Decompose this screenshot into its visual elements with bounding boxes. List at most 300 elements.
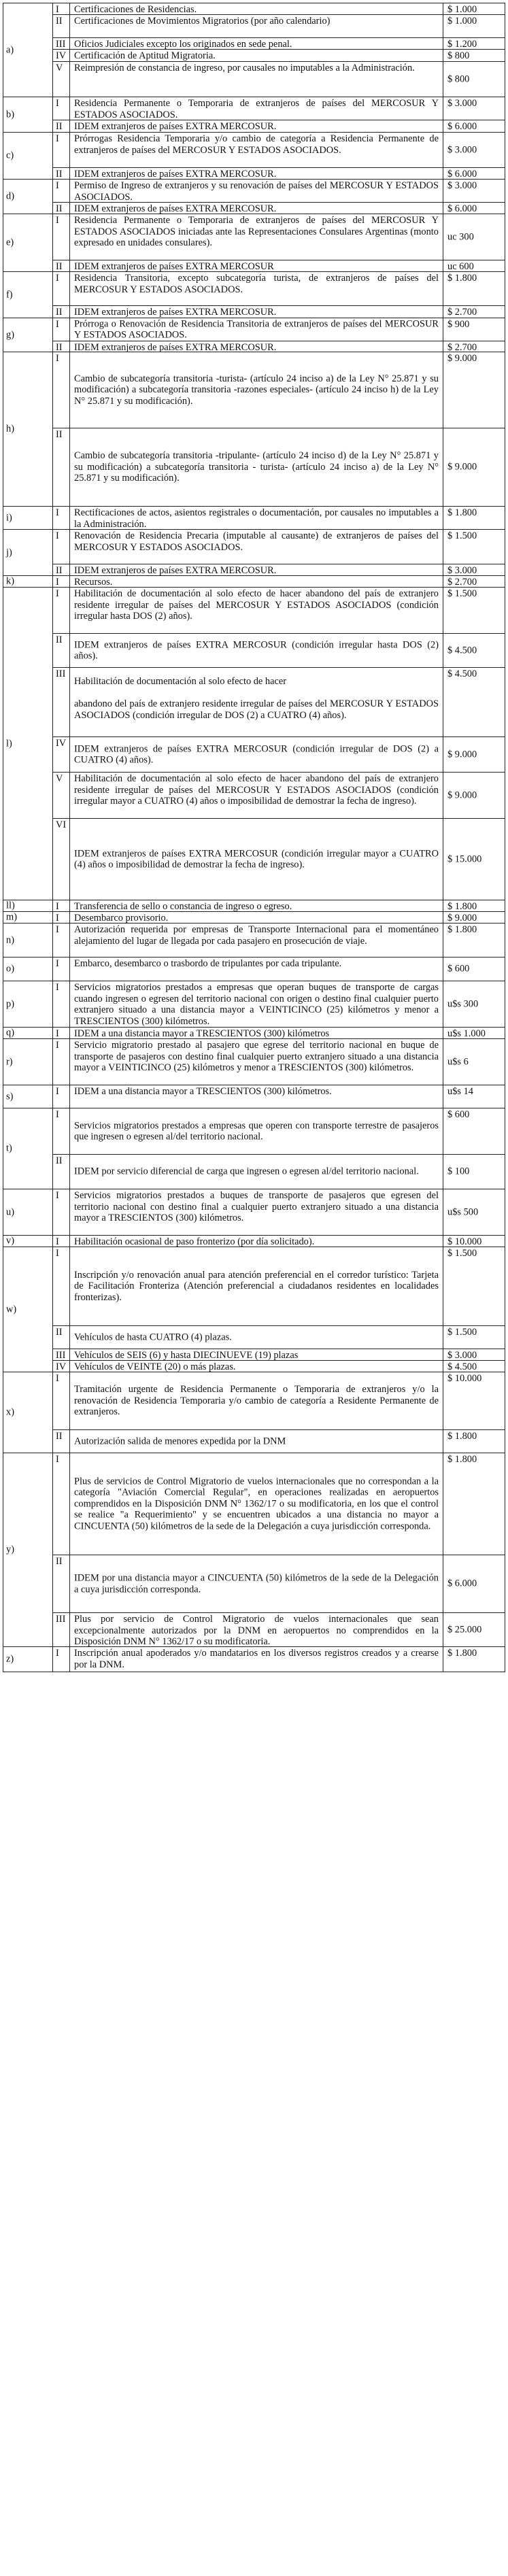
price-value: $ 3.000 xyxy=(447,180,477,191)
section-letter-cell xyxy=(3,1027,52,1038)
section-letter: c) xyxy=(6,150,14,161)
section-group xyxy=(3,923,52,957)
description-cell xyxy=(69,736,443,772)
section-letter-cell xyxy=(3,981,52,1027)
description-cell xyxy=(69,981,443,1027)
fee-row xyxy=(3,132,505,167)
item-number: III xyxy=(56,39,66,49)
description-cell xyxy=(69,633,443,667)
item-number: II xyxy=(56,203,63,214)
description-cell xyxy=(69,132,443,167)
item-number-cell xyxy=(52,900,69,911)
item-number: I xyxy=(56,98,59,109)
price-cell xyxy=(443,1108,505,1154)
item-number-cell xyxy=(52,202,69,214)
description-cell xyxy=(69,1027,443,1038)
price-cell xyxy=(443,911,505,923)
description-cell xyxy=(69,305,443,318)
price-value: $ 1.500 xyxy=(447,530,477,541)
description-cell xyxy=(69,575,443,587)
price-cell xyxy=(443,1360,505,1372)
description-cell xyxy=(69,1325,443,1349)
fee-row xyxy=(3,1108,505,1154)
section-letter-cell xyxy=(3,1235,52,1247)
description-text: IDEM extranjeros de países EXTRA MERCOSUR. xyxy=(74,307,277,318)
item-number-cell xyxy=(52,1555,69,1612)
item-number-cell xyxy=(52,37,69,49)
price-cell xyxy=(443,772,505,818)
section-letter: ll) xyxy=(6,900,15,911)
item-number: I xyxy=(56,273,59,284)
item-number: II xyxy=(56,261,63,271)
item-number-cell xyxy=(52,1189,69,1235)
section-group xyxy=(3,214,52,271)
price-value: $ 1.800 xyxy=(447,273,477,284)
item-number-cell xyxy=(52,271,69,305)
item-number-cell xyxy=(52,1154,69,1189)
section-group xyxy=(3,1027,52,1038)
fee-row xyxy=(3,564,505,575)
item-number: II xyxy=(56,429,63,440)
description-text: Renovación de Residencia Precaria (imputable al causante) de extranjeros de países del MERCOSUR Y ESTADOS ASOCIADOS. xyxy=(74,530,439,553)
fee-row xyxy=(3,271,505,305)
price-value: $ 4.500 xyxy=(447,668,477,679)
section-letter-cell xyxy=(3,97,52,132)
price-cell xyxy=(443,1235,505,1247)
section-group xyxy=(3,1085,52,1108)
description-cell xyxy=(69,271,443,305)
price-value: $ 800 xyxy=(447,73,470,85)
description-cell xyxy=(69,61,443,97)
section-letter-cell xyxy=(3,900,52,911)
section-letter: d) xyxy=(6,190,14,202)
price-value: $ 1.800 xyxy=(447,507,477,518)
section-letter: l) xyxy=(6,738,12,749)
section-letter-cell xyxy=(3,957,52,981)
price-cell xyxy=(443,167,505,179)
section-letter-cell xyxy=(3,318,52,352)
section-letter: o) xyxy=(6,963,14,975)
price-value: u$s 14 xyxy=(447,1086,473,1097)
item-number-cell xyxy=(52,564,69,575)
section-letter: n) xyxy=(6,934,14,946)
price-cell xyxy=(443,3,505,14)
description-cell xyxy=(69,352,443,428)
price-cell xyxy=(443,120,505,132)
description-text: IDEM extranjeros de países EXTRA MERCOSUR. xyxy=(74,565,277,575)
description-text: IDEM extranjeros de países EXTRA MERCOSUR (condición irregular hasta DOS (2) años). xyxy=(74,639,439,662)
section-letter-cell xyxy=(3,1108,52,1189)
description-text: abandono del país de extranjero residente irregular de países del MERCOSUR Y ESTADOS ASOCIADOS (condición irregular de DOS (2) a CUATRO (4) años). xyxy=(74,698,439,721)
item-number: I xyxy=(56,1373,59,1384)
description-text: Habilitación de documentación al solo efecto de hacer abandono del país de extranjero residente irregular de países del MERCOSUR Y ESTADOS ASOCIADOS (condición irregular mayor a CUATRO (4) años o imposibilidad de demostrar la fecha de ingreso). xyxy=(74,773,439,807)
price-cell xyxy=(443,1372,505,1429)
description-text: Autorización requerida por empresas de Transporte Internacional para el momentáneo alejamiento del lugar de llegada por cada pasajero en prosecución de viaje. xyxy=(74,924,439,947)
item-number-cell xyxy=(52,506,69,529)
price-cell xyxy=(443,132,505,167)
fee-row xyxy=(3,37,505,49)
item-number-cell xyxy=(52,1453,69,1555)
price-cell xyxy=(443,506,505,529)
section-letter-cell xyxy=(3,1189,52,1235)
price-cell xyxy=(443,633,505,667)
fee-row xyxy=(3,772,505,818)
item-number: I xyxy=(56,1028,59,1038)
section-letter: f) xyxy=(6,289,13,301)
item-number-cell xyxy=(52,179,69,202)
price-cell xyxy=(443,202,505,214)
price-cell xyxy=(443,14,505,37)
section-letter-cell xyxy=(3,352,52,506)
item-number-cell xyxy=(52,1027,69,1038)
item-number-cell xyxy=(52,1325,69,1349)
item-number-cell xyxy=(52,1612,69,1646)
item-number: II xyxy=(56,1556,63,1567)
description-text: Residencia Transitoria, excepto subcategoría turista, de extranjeros de países del MERCOSUR Y ESTADOS ASOCIADOS. xyxy=(74,273,439,295)
item-number: I xyxy=(56,180,59,191)
description-cell xyxy=(69,587,443,633)
description-cell xyxy=(69,818,443,900)
section-group xyxy=(3,352,52,506)
item-number-cell xyxy=(52,1085,69,1108)
item-number: I xyxy=(56,577,59,587)
description-cell xyxy=(69,1555,443,1612)
item-number-cell xyxy=(52,736,69,772)
item-number-cell xyxy=(52,667,69,736)
description-cell xyxy=(69,37,443,49)
description-text: Transferencia de sello o constancia de ingreso o egreso. xyxy=(74,901,292,911)
section-group xyxy=(3,911,52,923)
description-cell xyxy=(69,900,443,911)
description-cell xyxy=(69,957,443,981)
description-cell xyxy=(69,1189,443,1235)
description-cell xyxy=(69,1453,443,1555)
description-text: IDEM a una distancia mayor a TRESCIENTOS (300) kilómetros xyxy=(74,1028,330,1038)
section-letter: w) xyxy=(6,1304,17,1315)
section-letter: q) xyxy=(6,1027,14,1038)
price-cell xyxy=(443,1325,505,1349)
price-cell xyxy=(443,271,505,305)
price-value: $ 100 xyxy=(447,1166,470,1177)
item-number: II xyxy=(56,1431,63,1442)
item-number: II xyxy=(56,1327,63,1338)
description-cell xyxy=(69,14,443,37)
description-text: Plus de servicios de Control Migratorio de vuelos internacionales que no correspondan a la categoría "Aviación Comercial Regular", en operaciones realizadas en aeropuertos comprendidos en la Disposición DNM N° 1362/17 o su modificatoria, en los que el control se realice "a Requerimiento" y se encuentren ubicados a una distancia no mayor a CINCUENTA (50) kilómetros de la sede de la Delegación a cuya jurisdicción corresponda. xyxy=(74,1476,439,1532)
section-letter-cell xyxy=(3,587,52,900)
description-cell xyxy=(69,772,443,818)
item-number: VI xyxy=(56,819,67,830)
description-cell xyxy=(69,120,443,132)
fee-row xyxy=(3,318,505,341)
description-cell xyxy=(69,214,443,260)
fee-row xyxy=(3,1360,505,1372)
item-number: II xyxy=(56,342,63,352)
fee-row xyxy=(3,49,505,61)
section-letter-cell xyxy=(3,132,52,179)
fee-row xyxy=(3,923,505,957)
fee-row xyxy=(3,957,505,981)
item-number: I xyxy=(56,1648,59,1659)
price-cell xyxy=(443,818,505,900)
price-value: $ 10.000 xyxy=(447,1236,482,1247)
section-group xyxy=(3,587,52,900)
fee-row xyxy=(3,97,505,120)
item-number: V xyxy=(56,773,63,784)
section-letter-cell xyxy=(3,214,52,271)
fee-row xyxy=(3,506,505,529)
description-cell xyxy=(69,1646,443,1672)
fee-row xyxy=(3,305,505,318)
description-cell xyxy=(69,529,443,564)
fee-row xyxy=(3,61,505,97)
description-text: Inscripción y/o renovación anual para atención preferencial en el corredor turístico: Tarjeta de Facilitación Fronteriza (Atención preferencial a ciudadanos residentes en localidades fronterizas). xyxy=(74,1269,439,1303)
item-number: I xyxy=(56,353,59,364)
section-group xyxy=(3,1247,52,1372)
section-letter: r) xyxy=(6,1056,13,1068)
item-number-cell xyxy=(52,318,69,341)
price-cell xyxy=(443,587,505,633)
section-letter-cell xyxy=(3,1453,52,1646)
description-text: IDEM extranjeros de países EXTRA MERCOSUR. xyxy=(74,342,277,352)
description-cell xyxy=(69,260,443,271)
price-cell xyxy=(443,352,505,428)
price-value: $ 1.500 xyxy=(447,1248,477,1259)
price-cell xyxy=(443,97,505,120)
description-cell xyxy=(69,1360,443,1372)
description-cell xyxy=(69,506,443,529)
section-letter: e) xyxy=(6,237,14,248)
description-text: Habilitación de documentación al solo efecto de hacer xyxy=(74,676,287,687)
price-value: $ 9.000 xyxy=(447,790,477,801)
price-value: $ 6.000 xyxy=(447,1578,477,1589)
fee-row xyxy=(3,260,505,271)
item-number: I xyxy=(56,1109,59,1120)
section-group xyxy=(3,900,52,911)
section-letter: b) xyxy=(6,109,14,120)
item-number: II xyxy=(56,121,63,132)
description-cell xyxy=(69,1235,443,1247)
description-text: Recursos. xyxy=(74,577,113,587)
section-letter: k) xyxy=(6,575,14,587)
section-letter: j) xyxy=(6,547,12,558)
price-value: $ 4.500 xyxy=(447,645,477,656)
item-number: II xyxy=(56,16,63,27)
price-cell xyxy=(443,49,505,61)
description-cell xyxy=(69,1085,443,1108)
description-text: IDEM extranjeros de países EXTRA MERCOSUR (condición irregular de DOS (2) a CUATRO (4) años). xyxy=(74,743,439,766)
fee-row xyxy=(3,120,505,132)
description-text: IDEM extranjeros de países EXTRA MERCOSUR. xyxy=(74,121,277,132)
description-text: IDEM extranjeros de países EXTRA MERCOSUR xyxy=(74,261,274,271)
description-cell xyxy=(69,923,443,957)
description-text: Prórrogas Residencia Temporaria y/o cambio de categoría a Residencia Permanente de extranjeros de países del MERCOSUR Y ESTADOS ASOCIADOS. xyxy=(74,133,439,156)
description-text: Cambio de subcategoría transitoria -turista- (artículo 24 inciso a) de la Ley N° 25.871 y su modificación) a subcategoría transitoria -razones especiales- (artículo 24 inciso h) de la Ley N° 25.871 y su modificación). xyxy=(74,373,439,407)
item-number-cell xyxy=(52,61,69,97)
price-cell xyxy=(443,179,505,202)
item-number: I xyxy=(56,924,59,935)
description-text: Habilitación ocasional de paso fronterizo (por día solicitado). xyxy=(74,1236,315,1247)
price-value: u$s 300 xyxy=(447,998,479,1010)
section-group xyxy=(3,1108,52,1189)
price-cell xyxy=(443,564,505,575)
description-cell xyxy=(69,318,443,341)
price-cell xyxy=(443,575,505,587)
description-text: IDEM extranjeros de países EXTRA MERCOSUR. xyxy=(74,169,277,179)
section-letter-cell xyxy=(3,529,52,575)
description-cell xyxy=(69,1247,443,1325)
fee-row xyxy=(3,736,505,772)
item-number-cell xyxy=(52,305,69,318)
description-text: Inscripción anual apoderados y/o mandatarios en los diversos registros creados y a crearse por la DNM. xyxy=(74,1648,439,1670)
description-text: Certificaciones de Residencias. xyxy=(74,4,197,14)
fee-row xyxy=(3,179,505,202)
description-cell xyxy=(69,1038,443,1085)
section-letter-cell xyxy=(3,1247,52,1372)
description-cell xyxy=(69,167,443,179)
price-value: $ 1.000 xyxy=(447,4,477,14)
section-letter: h) xyxy=(6,423,14,435)
section-letter: u) xyxy=(6,1206,14,1218)
description-text: Desembarco provisorio. xyxy=(74,913,169,923)
description-cell xyxy=(69,1349,443,1360)
section-letter: v) xyxy=(6,1235,14,1247)
price-value: $ 1.800 xyxy=(447,1648,477,1659)
fee-row xyxy=(3,1429,505,1453)
section-group xyxy=(3,957,52,981)
description-cell xyxy=(69,202,443,214)
price-cell xyxy=(443,957,505,981)
section-letter: t) xyxy=(6,1142,12,1154)
description-text: Permiso de Ingreso de extranjeros y su renovación de países del MERCOSUR Y ESTADOS ASOCIADOS. xyxy=(74,180,439,202)
section-group xyxy=(3,318,52,352)
fee-row xyxy=(3,633,505,667)
price-cell xyxy=(443,214,505,260)
description-cell xyxy=(69,1154,443,1189)
section-letter: s) xyxy=(6,1091,14,1102)
section-letter-cell xyxy=(3,179,52,214)
item-number-cell xyxy=(52,529,69,564)
item-number-cell xyxy=(52,3,69,14)
description-text: Vehículos de VEINTE (20) o más plazas. xyxy=(74,1361,236,1372)
description-text: Habilitación de documentación al solo efecto de hacer abandono del país de extranjero residente irregular de países del MERCOSUR Y ESTADOS ASOCIADOS (condición irregular hasta DOS (2) años). xyxy=(74,588,439,622)
item-number-cell xyxy=(52,49,69,61)
description-text: Residencia Permanente o Temporaria de extranjeros de países del MERCOSUR Y ESTADOS ASOCIADOS iniciadas ante las Representaciones Consulares Argentinas (monto expresado en unidades consulares). xyxy=(74,215,439,249)
section-group xyxy=(3,179,52,214)
description-text: Reimpresión de constancia de ingreso, por causales no imputables a la Administración. xyxy=(74,63,415,73)
price-value: $ 1.800 xyxy=(447,1431,477,1442)
description-cell xyxy=(69,49,443,61)
item-number: I xyxy=(56,1236,59,1247)
item-number-cell xyxy=(52,97,69,120)
item-number: II xyxy=(56,169,63,179)
price-cell xyxy=(443,900,505,911)
section-group xyxy=(3,97,52,132)
price-cell xyxy=(443,37,505,49)
description-text: Vehículos de hasta CUATRO (4) plazas. xyxy=(74,1332,232,1343)
section-group xyxy=(3,3,52,97)
price-cell xyxy=(443,1247,505,1325)
section-group xyxy=(3,1038,52,1085)
price-cell xyxy=(443,736,505,772)
section-letter: p) xyxy=(6,998,14,1010)
price-value: $ 2.700 xyxy=(447,342,477,352)
item-number: V xyxy=(56,63,63,73)
section-letter: y) xyxy=(6,1544,14,1555)
item-number-cell xyxy=(52,341,69,352)
price-value: $ 10.000 xyxy=(447,1373,482,1384)
item-number-cell xyxy=(52,167,69,179)
item-number-cell xyxy=(52,1646,69,1672)
price-value: $ 1.200 xyxy=(447,39,477,49)
price-value: $ 9.000 xyxy=(447,749,477,760)
item-number: III xyxy=(56,1614,66,1625)
fee-row xyxy=(3,167,505,179)
price-value: $ 900 xyxy=(447,319,470,330)
price-cell xyxy=(443,428,505,506)
item-number: I xyxy=(56,913,59,923)
price-value: $ 2.700 xyxy=(447,307,477,318)
price-value: $ 1.800 xyxy=(447,901,477,911)
item-number-cell xyxy=(52,120,69,132)
fee-row xyxy=(3,1349,505,1360)
price-value: $ 6.000 xyxy=(447,203,477,214)
item-number: I xyxy=(56,507,59,518)
section-letter: i) xyxy=(6,512,12,524)
description-text: Certificación de Aptitud Migratoria. xyxy=(74,50,216,61)
fee-row xyxy=(3,900,505,911)
description-cell xyxy=(69,179,443,202)
price-value: $ 1.800 xyxy=(447,1454,477,1465)
price-value: $ 3.000 xyxy=(447,98,477,109)
section-letter: x) xyxy=(6,1406,14,1418)
price-value: $ 600 xyxy=(447,1109,470,1120)
item-number: I xyxy=(56,1454,59,1465)
price-value: $ 1.500 xyxy=(447,1327,477,1338)
fee-row xyxy=(3,1235,505,1247)
item-number-cell xyxy=(52,1360,69,1372)
item-number: IV xyxy=(56,50,67,61)
price-value: $ 3.000 xyxy=(447,1350,477,1360)
fee-row xyxy=(3,202,505,214)
item-number-cell xyxy=(52,575,69,587)
price-cell xyxy=(443,1038,505,1085)
section-group xyxy=(3,1235,52,1247)
item-number: IV xyxy=(56,738,67,749)
item-number-cell xyxy=(52,818,69,900)
section-group xyxy=(3,1372,52,1453)
price-value: $ 3.000 xyxy=(447,144,477,156)
item-number-cell xyxy=(52,14,69,37)
section-letter-cell xyxy=(3,1372,52,1453)
fee-row xyxy=(3,1038,505,1085)
item-number: II xyxy=(56,634,63,645)
item-number-cell xyxy=(52,772,69,818)
item-number-cell xyxy=(52,1349,69,1360)
price-cell xyxy=(443,1646,505,1672)
description-cell xyxy=(69,1372,443,1429)
item-number-cell xyxy=(52,132,69,167)
price-value: $ 15.000 xyxy=(447,853,482,865)
price-cell xyxy=(443,1154,505,1189)
price-value: $ 600 xyxy=(447,963,470,975)
item-number: I xyxy=(56,1190,59,1201)
price-cell xyxy=(443,341,505,352)
item-number-cell xyxy=(52,957,69,981)
section-group xyxy=(3,1453,52,1646)
fee-row xyxy=(3,428,505,506)
section-group xyxy=(3,575,52,587)
section-letter: m) xyxy=(6,911,17,923)
